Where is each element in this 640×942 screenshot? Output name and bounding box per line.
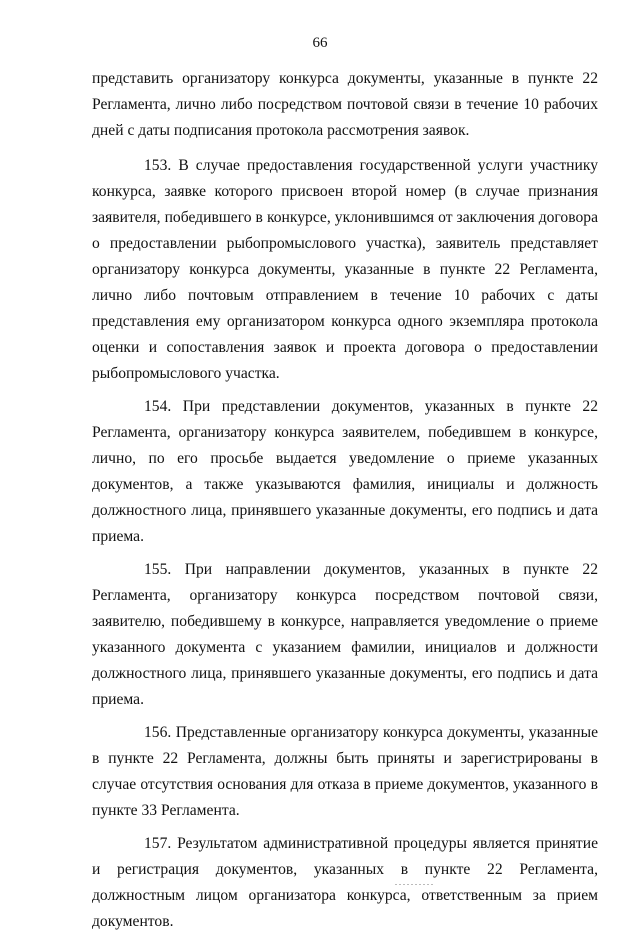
paragraph-155: 155. При направлении документов, указанных в пункте 22 Регламента, организатору конкурса посредством почтовой связи, заявителю, победившему в конкурсе, направляется уведомление о приеме указанного документа с указанием фамилии, инициалов и должности должностного лица, принявшего указанные документы, его подпись и дата приема. (92, 561, 598, 708)
paragraph-153: 153. В случае предоставления государственной услуги участнику конкурса, заявке которого присвоен второй номер (в случае признания заявителя, победившего в конкурсе, уклонившимся от заключения договора о предоставлении рыбопромыслового участка), заявитель представляет организатору конкурса документы, указанные в пункте 22 Регламента, лично либо почтовым отправлением в течение 10 рабочих с даты представления ему организатором конкурса одного экземпляра протокола оценки и сопоставления заявок и проекта договора о предоставлении рыбопромыслового участка. (92, 157, 598, 382)
paragraph-154: 154. При представлении документов, указанных в пункте 22 Регламента, организатору конкурса заявителем, победившем в конкурсе, лично, по его просьбе выдается уведомление о приеме указанных документов, а также указываются фамилия, инициалы и должность должностного лица, принявшего указанные документы, его подпись и дата приема. (92, 398, 598, 545)
paragraph-157: 157. Результатом административной процедуры является принятие и регистрация документов, указанных в пункте 22 Регламента, должностным лицом организатора конкурса, ответственным за прием документов. (92, 835, 598, 930)
document-body (92, 66, 598, 942)
paragraph-156: 156. Представленные организатору конкурса документы, указанные в пункте 22 Регламента, должны быть приняты и зарегистрированы в случае отсутствия основания для отказа в приеме документов, указанного в пункте 33 Регламента. (92, 724, 598, 819)
paragraph-continuation: представить организатору конкурса документы, указанные в пункте 22 Регламента, лично либо посредством почтовой связи в течение 10 рабочих дней с даты подписания протокола рассмотрения заявок. (92, 70, 598, 139)
scan-artifact (395, 884, 435, 885)
page-number: 66 (312, 35, 328, 51)
